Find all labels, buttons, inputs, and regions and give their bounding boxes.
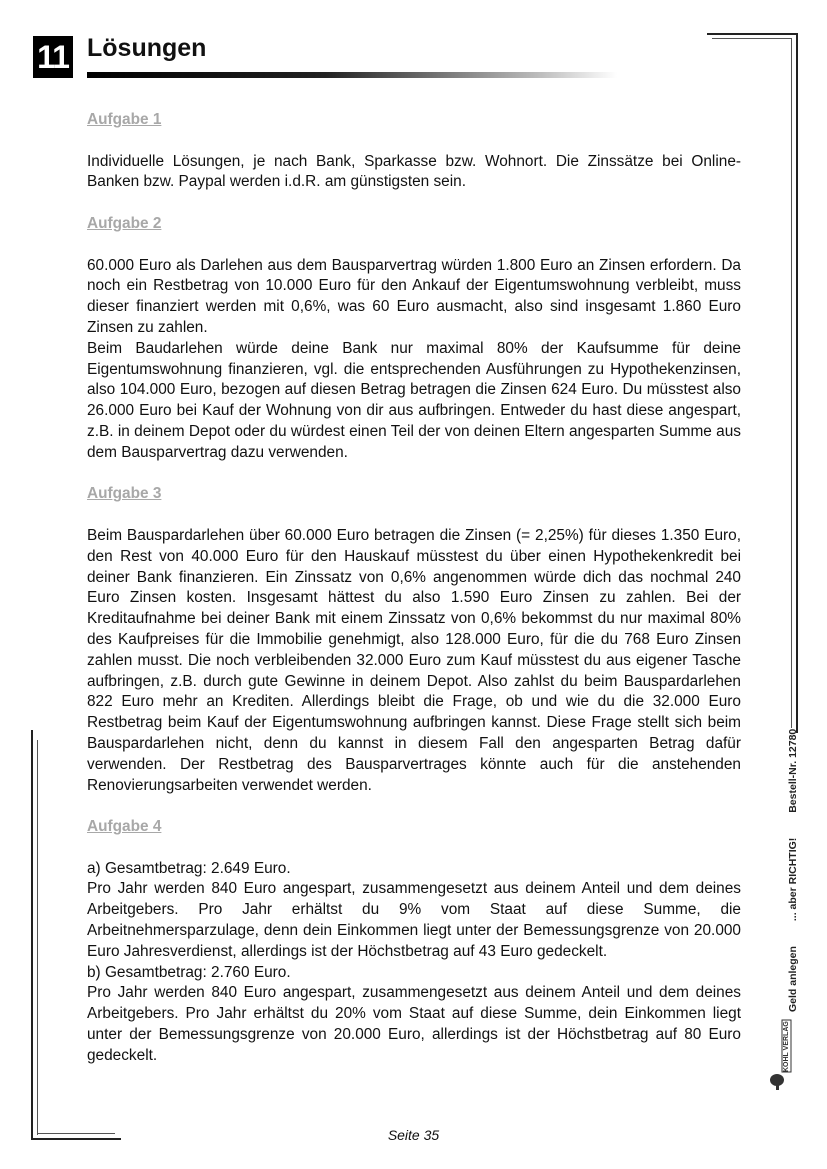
chapter-number-badge: 11 [33, 36, 73, 78]
task-heading: Aufgabe 1 [87, 111, 162, 128]
task-heading: Aufgabe 4 [87, 818, 162, 836]
task-paragraph: Pro Jahr werden 840 Euro angespart, zusammengesetzt aus deinem Anteil und dem deines Arbeitgebers. Pro Jahr erhältst du 9% vom Staat auf diese Summe, die Arbeitnehmersparzulage, denn dein Einkommen liegt unter der Bemessungsgrenze von 20.000 Euro Jahresverdienst, allerdings ist der Höchstbetrag auf 43 Euro gedeckelt. [87, 880, 741, 960]
side-topic: Geld anlegen [787, 946, 799, 1012]
task-section-2 [87, 214, 741, 464]
frame-line [31, 730, 33, 1140]
task-paragraph: Pro Jahr werden 840 Euro angespart, zusammengesetzt aus deinem Anteil und dem deines Arbeitgebers. Pro Jahr erhältst du 20% vom Staat auf diese Summe, dein Einkommen liegt unter der Bemessungsgrenze von 20.000 Euro, allerdings ist der Höchstbetrag auf 80 Euro gedeckelt. [87, 984, 741, 1064]
title-underline [87, 72, 617, 78]
task-section-4 [87, 817, 741, 1067]
task-paragraph: a) Gesamtbetrag: 2.649 Euro. [87, 859, 291, 877]
task-paragraph: Individuelle Lösungen, je nach Bank, Sparkasse bzw. Wohnort. Die Zinssätze bei Online-Banken bzw. Paypal werden i.d.R. am günstigsten sein. [87, 152, 741, 191]
task-heading: Aufgabe 2 [87, 214, 162, 232]
frame-line [712, 38, 792, 39]
task-heading: Aufgabe 3 [87, 485, 162, 503]
task-paragraph: b) Gesamtbetrag: 2.760 Euro. [87, 963, 291, 981]
task-section-1 [87, 110, 741, 193]
task-section-3 [87, 484, 741, 796]
task-paragraph: 60.000 Euro als Darlehen aus dem Bausparvertrag würden 1.800 Euro an Zinsen erfordern. Da noch ein Restbetrag von 10.000 Euro für den Ankauf der Eigentumswohnung verbleibt, muss dieser finanziert werden mit 0,6%, was 60 Euro ausmacht, also sind insgesamt 1.860 Euro Zinsen zu zahlen. [87, 256, 741, 336]
page-number: Seite 35 [387, 1127, 440, 1143]
task-paragraph: Beim Bauspardarlehen über 60.000 Euro betragen die Zinsen (= 2,25%) für dieses 1.350 Euro, den Rest von 40.000 Euro für den Hauskauf müsstest du über einen Hypothekenkredit bei deiner Bank finanzieren. Ein Zinssatz von 0,6% angenommen würde dich das nochmal 240 Euro Zinsen kosten. Insgesamt hättest du also 1.590 Euro Zinsen zu zahlen. Bei der Kreditaufnahme bei deiner Bank mit einem Zinssatz von 0,6% bekommst du nur maximal 80% des Kaufpreises für die Immobilie genehmigt, also 128.000 Euro, für die du 768 Euro Zinsen zahlen musst. Die noch verbleibenden 32.000 Euro zum Kauf müsstest du aus eigener Tasche aufbringen, z.B. durch gute Gewinne in deinem Depot. Also zahlst du beim Bauspardarlehen 822 Euro mehr an Krediten. Allerdings bleibt die Frage, ob und wie du die 32.000 Euro Restbetrag beim Kauf der Eigentumswohnung aufbringen kannst. Diese Frage stellt sich beim Bauspardarlehen nicht, denn du kannst in diesem Fall den angesparten Betrag dafür verwenden. Der Restbetrag des Bausparvertrages könnte auch für die anstehenden Renovierungsarbeiten verwendet werden. [87, 526, 741, 794]
publisher-name: KOHL VERLAG [783, 1021, 790, 1072]
page-title: Lösungen [87, 34, 207, 62]
frame-line [37, 740, 38, 1135]
side-series: ... aber RICHTIG! [787, 837, 799, 922]
solutions-content [87, 110, 741, 1087]
frame-line [796, 33, 798, 733]
frame-line [707, 33, 797, 35]
task-paragraph: Beim Baudarlehen würde deine Bank nur maximal 80% der Kaufsumme für deine Eigentumswohnung finanzieren, vgl. die entsprechenden Ausführungen zu Hypothekenzinsen, also 104.000 Euro, bezogen auf diesen Betrag betragen die Zinsen 624 Euro. Du müsstest also 26.000 Euro bei Kauf der Wohnung von dir aus aufbringen. Entweder du hast diese angespart, z.B. in deinem Depot oder du würdest einen Teil der von deinen Eltern angesparten Summe aus dem Bausparvertrag dazu verwenden. [87, 339, 741, 461]
side-order-number: Bestell-Nr. 12780 [787, 728, 799, 813]
side-series-label [787, 707, 799, 1012]
frame-line [791, 38, 792, 728]
